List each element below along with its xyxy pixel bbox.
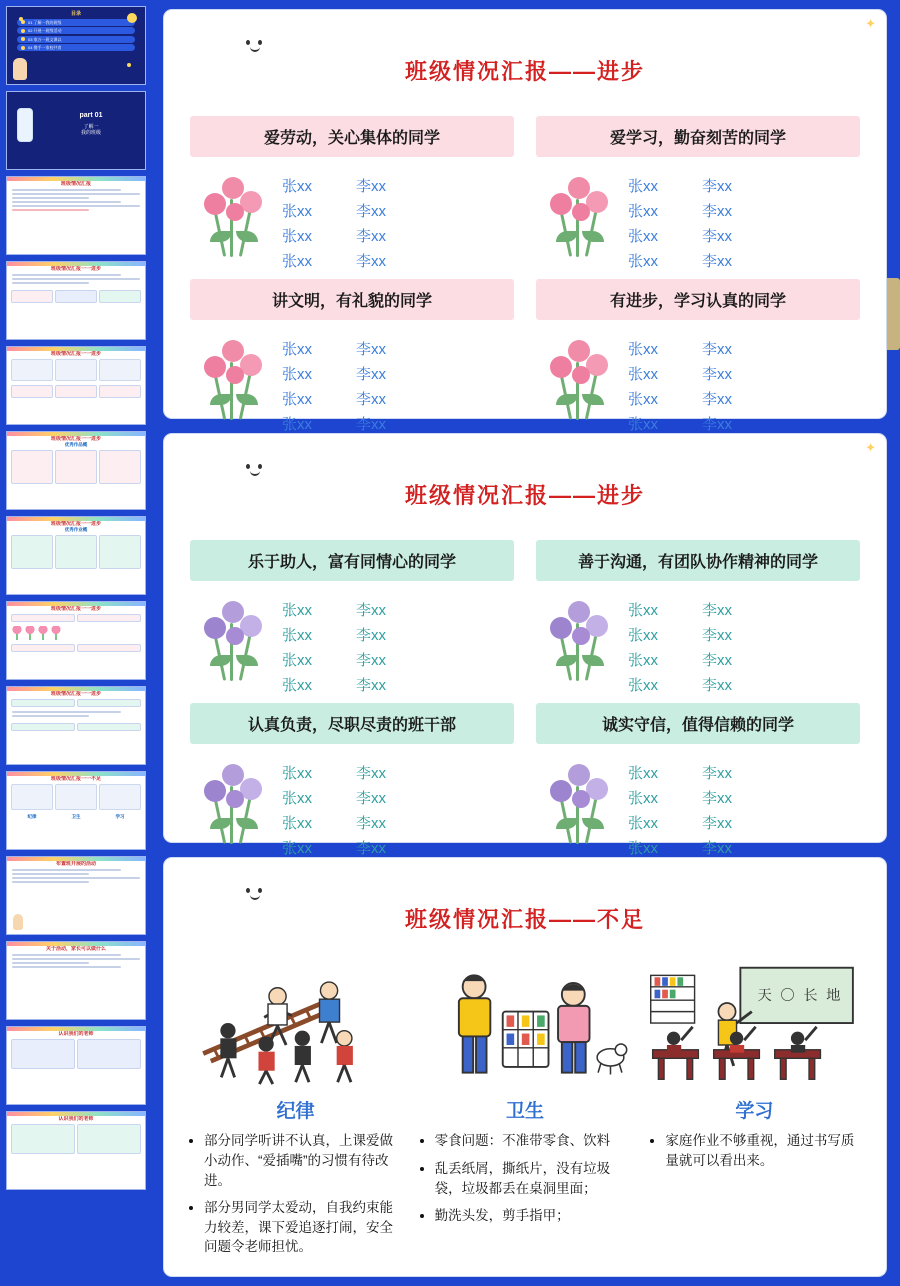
name-list-group: [536, 328, 860, 434]
name-list: [618, 332, 732, 434]
illustration-row: [164, 948, 886, 1090]
name-list-group: [536, 589, 860, 695]
column-bullets: [164, 1123, 886, 1264]
list-item: • 零食问题：不准带零食、饮料: [435, 1131, 634, 1151]
flower-icon: [542, 593, 618, 685]
column-heading: 学习: [735, 1101, 774, 1123]
student-name: 李xx: [356, 602, 387, 620]
study-list: [647, 1131, 864, 1264]
name-list: [618, 756, 732, 858]
student-name: 李xx: [356, 677, 387, 695]
thumbnail-toc[interactable]: [6, 6, 146, 85]
rainbow-band: [7, 857, 145, 861]
thumbnail-title: 班级情况汇报一一进步: [50, 606, 101, 612]
student-name: 李xx: [702, 765, 733, 783]
student-name: 李xx: [702, 790, 733, 808]
thumbnail-slide-6[interactable]: [6, 601, 146, 680]
student-name: 李xx: [356, 840, 387, 858]
thumbnail-boxes: [7, 697, 145, 709]
toc-item-label: 01 了解一我的班级: [28, 19, 62, 25]
thumbnail-slide-1[interactable]: [6, 176, 146, 255]
thumbnail-slide-12[interactable]: [6, 1111, 146, 1190]
thumbnail-title: 班级情况汇报一一进步: [50, 521, 101, 527]
thumbnail-title: 班级情况汇报: [60, 181, 91, 187]
flower-icon: [542, 756, 618, 848]
thumbnail-boxes: [7, 448, 145, 486]
student-name: 李xx: [702, 253, 733, 271]
sparkle-icon: ✦: [865, 16, 878, 31]
rainbow-band: [7, 432, 145, 436]
thumbnail-slide-5[interactable]: [6, 516, 146, 595]
student-name: 李xx: [356, 652, 387, 670]
student-name: 李xx: [356, 790, 387, 808]
slide-progress-1[interactable]: [164, 10, 886, 434]
student-name: 张xx: [282, 178, 313, 196]
thumbnail-title: 关于活动，家长可以做什么: [45, 946, 106, 952]
thumbnail-title: 布置班开展的活动: [55, 861, 96, 867]
part-label: [45, 112, 137, 136]
thumbnail-slide-2[interactable]: [6, 261, 146, 340]
svg-text:地: 地: [825, 988, 841, 1005]
student-name: 李xx: [356, 815, 387, 833]
part-number: part 01: [79, 112, 103, 119]
rainbow-band: [7, 347, 145, 351]
flower-icon: [196, 332, 272, 424]
thumbnail-boxes: [7, 288, 145, 305]
student-name: 张xx: [282, 391, 313, 409]
student-name: 张xx: [628, 178, 659, 196]
thumbnail-slide-10[interactable]: [6, 941, 146, 1020]
thumbnail-title: 班级情况汇报一一进步: [50, 266, 101, 272]
student-name: 张xx: [282, 203, 313, 221]
thumbnail-images: [7, 782, 145, 812]
student-name: 张xx: [628, 677, 659, 695]
student-name: 张xx: [282, 815, 313, 833]
flower-icon: [196, 169, 272, 261]
name-list-group: [536, 752, 860, 858]
hygiene-list: [417, 1131, 634, 1264]
thumbnail-subtitle: 优秀作业概: [64, 527, 88, 533]
toc-item[interactable]: [17, 36, 135, 43]
thumbnail-title: 班级情况汇报一一不足: [50, 776, 101, 782]
student-name: 张xx: [282, 602, 313, 620]
toc-item[interactable]: [17, 19, 135, 26]
study-illustration: [645, 958, 864, 1090]
bottle-illustration: [17, 108, 33, 142]
thumbnail-body: [7, 952, 145, 972]
student-name: 张xx: [628, 228, 659, 246]
thumbnail-images: [7, 357, 145, 383]
student-name: 张xx: [628, 627, 659, 645]
rainbow-band: [7, 1112, 145, 1116]
slide-title: 班级情况汇报——进步: [404, 58, 645, 84]
name-list-group: [190, 752, 514, 858]
list-item: • 勤洗头发，剪手指甲；: [435, 1206, 634, 1226]
thumbnail-boxes: [7, 721, 145, 733]
student-name: 张xx: [282, 627, 313, 645]
thumbnail-body: [7, 272, 145, 288]
student-name: 李xx: [702, 815, 733, 833]
thumbnail-subtitle: 优秀作品概: [64, 442, 88, 448]
student-name: 李xx: [356, 341, 387, 359]
thumbnail-body: [7, 187, 145, 215]
category-grid: [164, 524, 886, 858]
student-name: 李xx: [702, 366, 733, 384]
discipline-illustration: [186, 958, 405, 1090]
smiley-face-icon: [244, 40, 270, 54]
sun-icon: [127, 13, 137, 23]
thumbnail-slide-9[interactable]: [6, 856, 146, 935]
student-name: 张xx: [282, 840, 313, 858]
category-label: 讲文明，有礼貌的同学: [190, 279, 514, 320]
name-list-group: [190, 165, 514, 271]
student-name: 张xx: [282, 677, 313, 695]
student-name: 张xx: [282, 652, 313, 670]
thumbnail-boxes: [7, 383, 145, 400]
student-name: 李xx: [356, 203, 387, 221]
rainbow-band: [7, 772, 145, 776]
thumbnail-title: 班级情况汇报一一进步: [50, 691, 101, 697]
flower-icon: [542, 332, 618, 424]
student-name: 张xx: [282, 416, 313, 434]
category-label: 有进步，学习认真的同学: [536, 279, 860, 320]
student-name: 李xx: [356, 765, 387, 783]
smiley-face-icon: [244, 888, 270, 902]
list-item: • 乱丢纸屑，撕纸片，没有垃圾袋，垃圾都丢在桌洞里面；: [435, 1159, 634, 1198]
toc-item-label: 03 家万一班文课以: [28, 36, 62, 42]
list-item: • 家庭作业不够重视，通过书写质量就可以看出来。: [665, 1131, 864, 1170]
name-list: [272, 169, 386, 271]
slide-viewer: [152, 0, 900, 1286]
thumbnail-title: 认识我们的老师: [58, 1116, 94, 1122]
rainbow-band: [7, 262, 145, 266]
smiley-face-icon: [244, 464, 270, 478]
student-name: 李xx: [702, 602, 733, 620]
sparkle-icon: ✦: [865, 440, 878, 455]
column-heading: 卫生: [505, 1101, 544, 1123]
category-label: 善于沟通，有团队协作精神的同学: [536, 540, 860, 581]
student-name: 张xx: [628, 602, 659, 620]
thumbnail-body: [7, 867, 145, 887]
toc-item-label: 02 开展一班级活动: [28, 28, 62, 34]
name-list: [618, 593, 732, 695]
rainbow-band: [7, 602, 145, 606]
thumbnail-part01[interactable]: [6, 91, 146, 170]
thumbnail-boxes: [7, 1037, 145, 1071]
hygiene-illustration: [415, 958, 634, 1090]
student-name: 张xx: [628, 815, 659, 833]
child-illustration: [13, 58, 27, 80]
name-list-group: [190, 328, 514, 434]
toc-item[interactable]: [17, 44, 135, 51]
svg-text:天: 天: [757, 988, 772, 1005]
student-name: 李xx: [356, 253, 387, 271]
child-illustration: [13, 914, 23, 930]
thumbnail-boxes: [7, 642, 145, 654]
thumbnail-slide-7[interactable]: [6, 686, 146, 765]
rainbow-band: [7, 177, 145, 181]
student-name: 张xx: [628, 790, 659, 808]
student-name: 李xx: [356, 416, 387, 434]
student-name: 张xx: [628, 416, 659, 434]
student-name: 李xx: [702, 416, 733, 434]
rainbow-band: [7, 942, 145, 946]
student-name: 李xx: [356, 366, 387, 384]
svg-text:长: 长: [802, 988, 818, 1005]
name-list: [272, 332, 386, 434]
flower-icon: [196, 756, 272, 848]
bullet-dot-icon: [21, 46, 25, 50]
bullet-dot-icon: [21, 37, 25, 41]
flower-icon: [542, 169, 618, 261]
thumbnail-captions: 纪律 卫生 学习: [27, 814, 125, 820]
star-icon: [19, 17, 23, 21]
part-subtitle: 了解一 我的班级: [80, 123, 101, 136]
student-name: 张xx: [628, 203, 659, 221]
flower-icons: [7, 624, 145, 642]
student-name: 李xx: [702, 391, 733, 409]
rainbow-band: [7, 517, 145, 521]
student-name: 张xx: [282, 366, 313, 384]
thumbnail-slide-3[interactable]: [6, 346, 146, 425]
student-name: 李xx: [702, 203, 733, 221]
name-list-group: [536, 165, 860, 271]
slide-title: 班级情况汇报——进步: [404, 482, 645, 508]
student-name: 李xx: [356, 178, 387, 196]
thumbnail-title: 班级情况汇报一一进步: [50, 351, 101, 357]
student-name: 张xx: [628, 341, 659, 359]
category-grid: [164, 100, 886, 434]
name-list: [618, 169, 732, 271]
student-name: 张xx: [628, 366, 659, 384]
toc-title: 目录: [70, 11, 81, 17]
toc-item-label: 04 携手一家校共育: [28, 45, 62, 51]
thumbnail-title: 认识我们的老师: [58, 1031, 94, 1037]
name-list-group: [190, 589, 514, 695]
thumbnail-title: 班级情况汇报一一进步: [50, 436, 101, 442]
student-name: 张xx: [628, 652, 659, 670]
slide-thumbnail-rail[interactable]: [0, 0, 152, 1286]
category-label: 爱劳动，关心集体的同学: [190, 116, 514, 157]
student-name: 李xx: [702, 840, 733, 858]
student-name: 李xx: [702, 677, 733, 695]
thumbnail-slide-4[interactable]: [6, 431, 146, 510]
star-icon: [127, 63, 131, 67]
rainbow-band: [7, 1027, 145, 1031]
category-label: 诚实守信，值得信赖的同学: [536, 703, 860, 744]
list-item: • 部分同学听讲不认真，上课爱做小动作、“爱插嘴”的习惯有待改进。: [204, 1131, 403, 1190]
thumbnail-boxes: [7, 1122, 145, 1156]
student-name: 李xx: [356, 228, 387, 246]
student-name: 张xx: [282, 253, 313, 271]
thumbnail-boxes: [7, 612, 145, 624]
thumbnail-body: [7, 709, 145, 721]
student-name: 张xx: [628, 840, 659, 858]
student-name: 李xx: [702, 228, 733, 246]
student-name: 张xx: [628, 253, 659, 271]
student-name: 张xx: [282, 765, 313, 783]
column-headings: [164, 1090, 886, 1123]
svg-text:〇: 〇: [780, 988, 795, 1005]
name-list: [272, 593, 386, 695]
student-name: 张xx: [628, 391, 659, 409]
category-label: 乐于助人，富有同情心的同学: [190, 540, 514, 581]
category-label: 爱学习，勤奋刻苦的同学: [536, 116, 860, 157]
slide-shortcomings[interactable]: [164, 858, 886, 1276]
student-name: 李xx: [702, 341, 733, 359]
toc-item[interactable]: [17, 27, 135, 34]
student-name: 李xx: [356, 391, 387, 409]
bullet-dot-icon: [21, 29, 25, 33]
student-name: 李xx: [702, 652, 733, 670]
student-name: 张xx: [282, 341, 313, 359]
student-name: 张xx: [282, 790, 313, 808]
slide-progress-2[interactable]: [164, 434, 886, 858]
student-name: 张xx: [628, 765, 659, 783]
list-item: • 部分男同学太爱动，自我约束能力较差，课下爱追逐打闹，安全问题令老师担忧。: [204, 1198, 403, 1257]
student-name: 李xx: [702, 627, 733, 645]
flower-icon: [196, 593, 272, 685]
rainbow-band: [7, 687, 145, 691]
thumbnail-boxes: [7, 533, 145, 571]
discipline-list: [186, 1131, 403, 1264]
column-heading: 纪律: [276, 1101, 315, 1123]
name-list: [272, 756, 386, 858]
student-name: 李xx: [356, 627, 387, 645]
thumbnail-slide-8[interactable]: [6, 771, 146, 850]
category-label: 认真负责，尽职尽责的班干部: [190, 703, 514, 744]
student-name: 李xx: [702, 178, 733, 196]
student-name: 张xx: [282, 228, 313, 246]
thumbnail-slide-11[interactable]: [6, 1026, 146, 1105]
slide-title: 班级情况汇报——不足: [404, 906, 645, 932]
